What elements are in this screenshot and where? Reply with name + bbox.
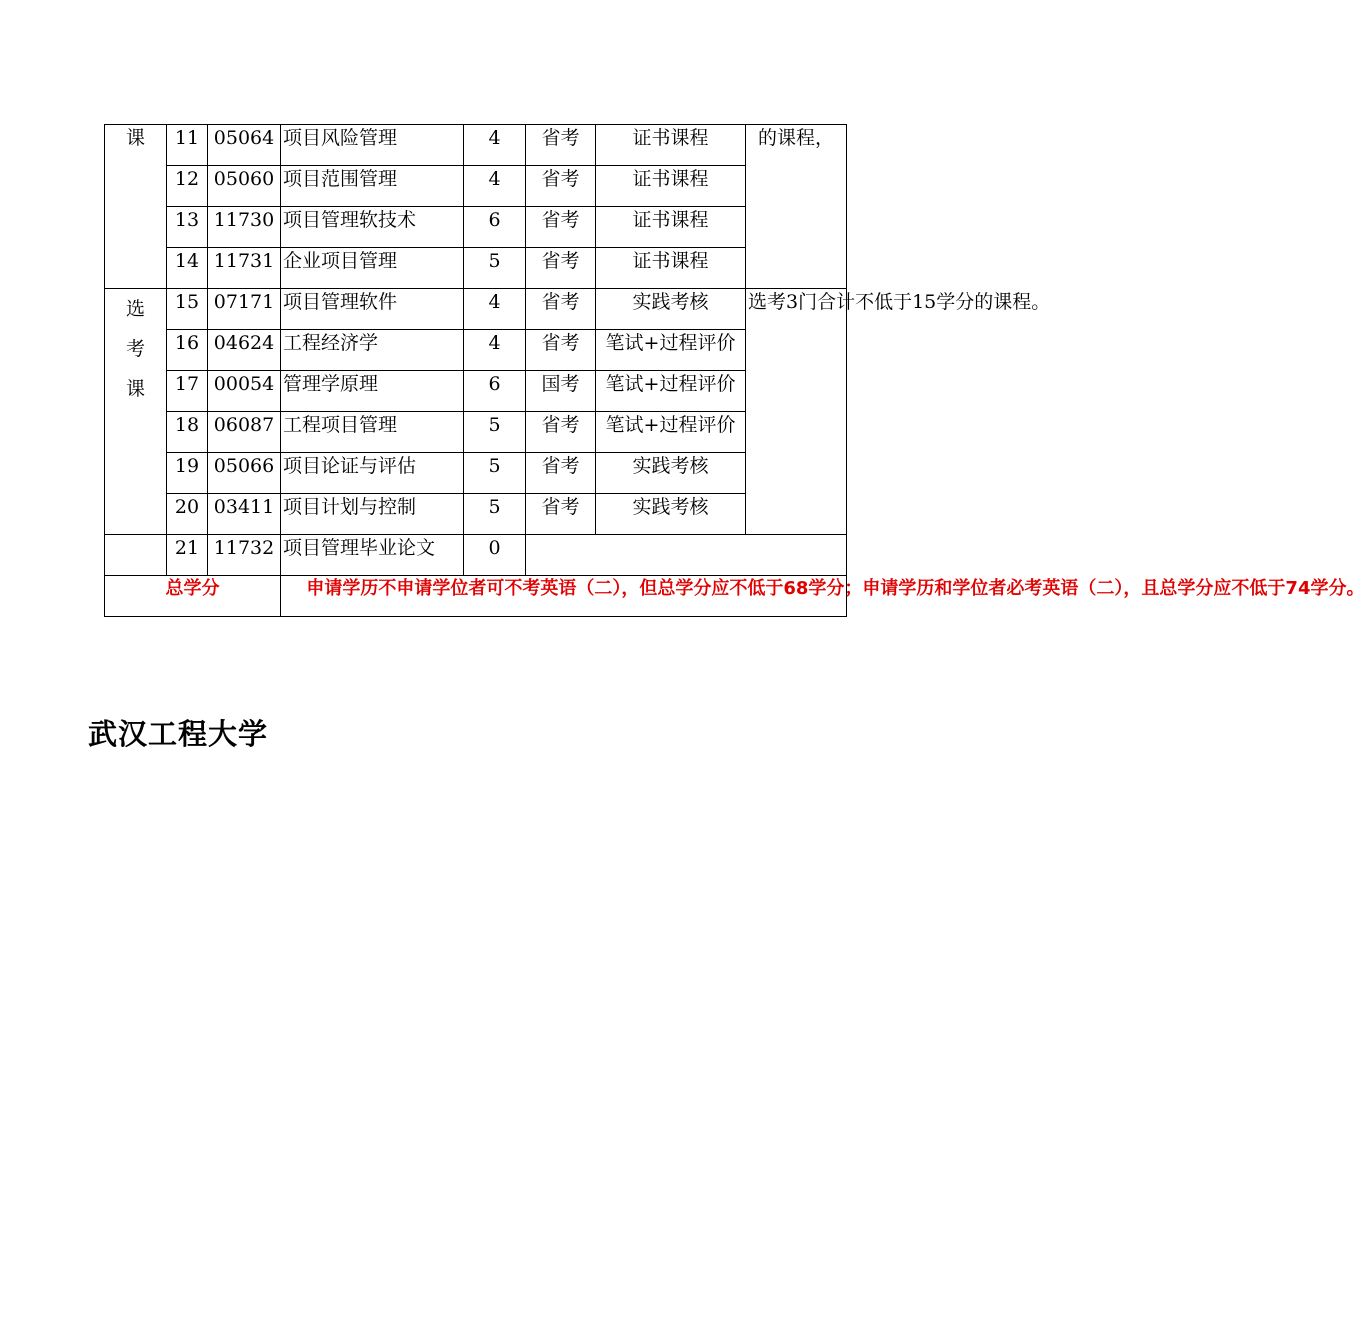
table-row (105, 453, 847, 494)
table-row-thesis (105, 535, 847, 576)
course-credits: 5 (464, 248, 526, 289)
university-heading: 武汉工程大学 (88, 717, 269, 751)
table-row (105, 289, 847, 330)
row-number: 15 (167, 289, 208, 330)
assessment-type: 实践考核 (596, 494, 746, 535)
table-row (105, 207, 847, 248)
course-name: 项目计划与控制 (281, 494, 464, 535)
table-row (105, 494, 847, 535)
exam-type: 省考 (526, 248, 596, 289)
course-credits: 6 (464, 371, 526, 412)
exam-type: 国考 (526, 371, 596, 412)
total-credits-note: 申请学历不申请学位者可不考英语（二），但总学分应不低于68学分；申请学历和学位者必考英语（二），且总学分应不低于74学分。 (281, 576, 847, 617)
course-name: 工程经济学 (281, 330, 464, 371)
exam-type: 省考 (526, 289, 596, 330)
table-row (105, 125, 847, 166)
category-cell-elective: 选考课 (105, 289, 167, 535)
course-credits: 4 (464, 289, 526, 330)
category-cell: 课 (105, 125, 167, 289)
total-credits-label: 总学分 (105, 576, 281, 617)
course-code: 00054 (208, 371, 281, 412)
course-name: 工程项目管理 (281, 412, 464, 453)
row-number: 21 (167, 535, 208, 576)
row-number: 11 (167, 125, 208, 166)
exam-type: 省考 (526, 453, 596, 494)
table-row (105, 412, 847, 453)
course-code: 11732 (208, 535, 281, 576)
row-number: 20 (167, 494, 208, 535)
course-code: 03411 (208, 494, 281, 535)
course-credits: 5 (464, 453, 526, 494)
exam-type: 省考 (526, 125, 596, 166)
course-name: 项目论证与评估 (281, 453, 464, 494)
assessment-type: 证书课程 (596, 248, 746, 289)
table-row (105, 248, 847, 289)
course-credits: 0 (464, 535, 526, 576)
table-row (105, 166, 847, 207)
assessment-type: 笔试+过程评价 (596, 330, 746, 371)
row-number: 19 (167, 453, 208, 494)
course-name: 项目风险管理 (281, 125, 464, 166)
assessment-type: 证书课程 (596, 207, 746, 248)
row-number: 12 (167, 166, 208, 207)
course-name: 项目管理软件 (281, 289, 464, 330)
course-credits: 5 (464, 494, 526, 535)
assessment-type: 证书课程 (596, 166, 746, 207)
course-code: 04624 (208, 330, 281, 371)
assessment-type: 证书课程 (596, 125, 746, 166)
empty-cell (526, 535, 847, 576)
exam-type: 省考 (526, 330, 596, 371)
course-code: 05066 (208, 453, 281, 494)
row-number: 16 (167, 330, 208, 371)
course-code: 06087 (208, 412, 281, 453)
course-credits: 4 (464, 330, 526, 371)
course-credits: 4 (464, 125, 526, 166)
course-code: 05064 (208, 125, 281, 166)
course-code: 05060 (208, 166, 281, 207)
row-number: 13 (167, 207, 208, 248)
course-code: 11730 (208, 207, 281, 248)
table-row (105, 371, 847, 412)
course-credits: 6 (464, 207, 526, 248)
course-credits: 5 (464, 412, 526, 453)
course-name: 管理学原理 (281, 371, 464, 412)
row-number: 18 (167, 412, 208, 453)
course-name: 项目范围管理 (281, 166, 464, 207)
table-row (105, 330, 847, 371)
assessment-type: 笔试+过程评价 (596, 371, 746, 412)
assessment-type: 笔试+过程评价 (596, 412, 746, 453)
course-table (104, 124, 1364, 617)
row-number: 14 (167, 248, 208, 289)
course-name: 项目管理软技术 (281, 207, 464, 248)
course-code: 07171 (208, 289, 281, 330)
assessment-type: 实践考核 (596, 453, 746, 494)
table-row-total (105, 576, 847, 617)
course-name: 项目管理毕业论文 (281, 535, 464, 576)
course-name: 企业项目管理 (281, 248, 464, 289)
exam-type: 省考 (526, 207, 596, 248)
course-code: 11731 (208, 248, 281, 289)
empty-category-cell (105, 535, 167, 576)
elective-note: 选考3门合计不低于15学分的课程。 (746, 289, 847, 535)
exam-type: 省考 (526, 494, 596, 535)
course-credits: 4 (464, 166, 526, 207)
exam-type: 省考 (526, 412, 596, 453)
row-number: 17 (167, 371, 208, 412)
assessment-type: 实践考核 (596, 289, 746, 330)
exam-type: 省考 (526, 166, 596, 207)
group-note: 的课程， (746, 125, 847, 289)
